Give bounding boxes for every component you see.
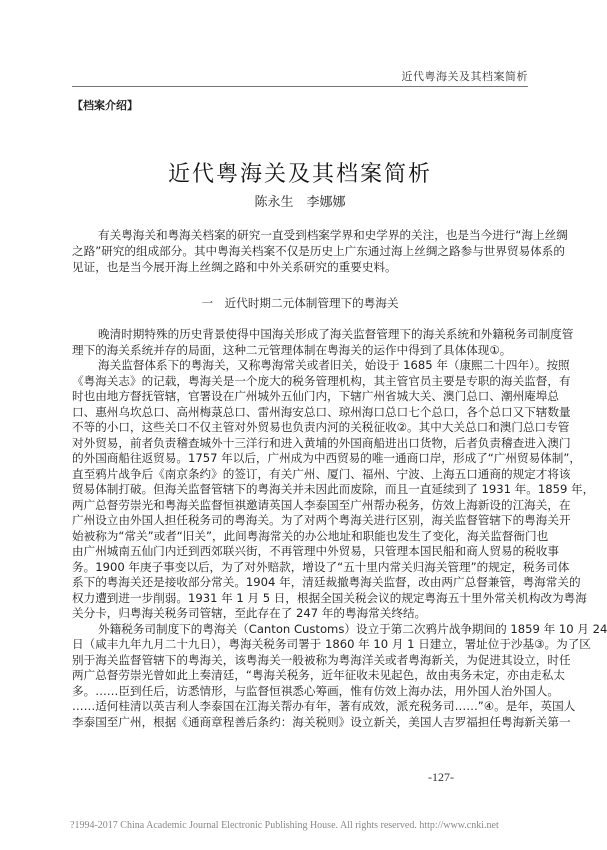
text-line: 日（咸丰九年九月二十九日），粤海关税务司署于 1860 年 10 月 1 日建立，署址位于沙基③。为了区: [72, 637, 591, 651]
text-line: 贸易体制打破。但海关监督管辖下的粤海关并未因此而废除，而且一直延续到了 1931 年。1859 年，: [72, 482, 595, 496]
section-heading: 一 近代时期二元体制管理下的粤海关: [201, 296, 399, 310]
text-line: 的外国商船往返贸易。1757 年以后，广州成为中西贸易的唯一通商口岸，形成了“广州贸易体制”，: [72, 451, 581, 465]
text-line: ……适何桂清以英吉利人李泰国在江海关帮办有年，著有成效，派充税务司……”④。是年，英国人: [72, 699, 576, 713]
body-text: [72, 327, 607, 730]
text-line: 理下的海关系统并存的局面，这种二元管理体制在粤海关的运作中得到了具体体现①。: [72, 342, 512, 357]
text-line: 有关粤海关和粤海关档案的研究一直受到档案学界和史学界的关注，也是当今进行“海上丝绸: [98, 228, 568, 242]
text-line: 对外贸易，前者负责稽查城外十三洋行和进入黄埔的外国商船进出口货物，后者负责稽查进入澳门: [72, 435, 571, 450]
text-line: 多。……臣到任后，访悉情形，与监督恒祺悉心筹画，惟有仿效上海办法，用外国人治外国人。: [72, 683, 559, 698]
abstract-paragraph: [72, 227, 568, 275]
text-line: 口、惠州乌坎总口、高州梅菉总口、雷州海安总口、琼州海口总口七个总口，各个总口又下辖数量: [72, 404, 571, 419]
text-line: 《粤海关志》的记载，粤海关是一个庞大的税务管理机构，其主管官员主要是专职的海关监督，有: [72, 373, 571, 388]
text-line: 外籍税务司制度下的粤海关（Canton Customs）设立于第二次鸦片战争期间的 1859 年 10 月 24: [98, 621, 607, 636]
text-line: 两广总督劳崇光曾如此上奏清廷，“粤海关税务，近年征收未见起色，故由夷务未定，亦由走私太: [72, 668, 565, 682]
text-line: 由广州城南五仙门内迁到西郊联兴街，不再管理中外贸易，只管理本国民船和商人贸易的税收事: [72, 544, 559, 558]
text-line: 时也由地方督抚管辖，官署设在广州城外五仙门内，下辖广州省城大关、澳门总口、潮州庵埠总: [72, 389, 559, 403]
text-line: 晚清时期特殊的历史背景使得中国海关形成了海关监督管理下的海关系统和外籍税务司制度管: [98, 327, 574, 341]
text-line: 海关监督体系下的粤海关，又称粤海常关或者旧关，始设于 1685 年（康熙二十四年）。按照: [98, 358, 570, 372]
text-line: 系下的粤海关还是接收部分常关。1904 年，清廷裁撤粤海关监督，改由两广总督兼管，粤海常关的: [72, 575, 581, 589]
running-head: 近代粤海关及其档案简析: [401, 70, 528, 83]
text-line: 广州设立由外国人担任税务司的粤海关。为了对两个粤海关进行区别，海关监督管辖下的粤海关开: [72, 513, 571, 527]
page-number: -127-: [428, 770, 454, 784]
text-line: 别于海关监督管辖下的粤海关，该粤海关一般被称为粤海洋关或者粤海新关，为促进其设立，时任: [72, 652, 571, 667]
text-line: 始被称为“常关”或者“旧关”，此间粤海常关的办公地址和职能也发生了变化，海关监督衙门也: [72, 528, 549, 543]
text-line: 关分卡，归粤海关税务司管辖，至此存在了 247 年的粤海常关终结。: [72, 606, 427, 620]
text-line: 之路”研究的组成部分。其中粤海关档案不仅是历史上广东通过海上丝绸之路参与世界贸易体系的: [72, 244, 565, 258]
text-line: 李泰国至广州，根据《通商章程善后条约：海关税则》设立新关，美国人吉罗福担任粤海新关第一: [72, 714, 571, 729]
column-label: 【档案介绍】: [72, 99, 138, 112]
text-line: 不等的小口，这些关口不仅主管对外贸易也负责内河的关税征收②。其中大关总口和澳门总口专管: [72, 420, 570, 434]
text-line: 务。1900 年庚子事变以后，为了对外赔款，增设了“五十里内常关归海关管理”的规定，税务司体: [72, 559, 570, 574]
text-line: 直至鸦片战争后《南京条约》的签订，有关广州、厦门、福州、宁波、上海五口通商的规定才将该: [72, 466, 571, 481]
text-line: 权力遭到进一步削弱。1931 年 1 月 5 日，根据全国关税会议的规定粤海五十里外常关机构改为粤海: [72, 590, 587, 605]
article-authors: 陈永生 李娜娜: [254, 195, 346, 210]
text-line: 两广总督劳崇光和粤海关监督恒祺邀请英国人李泰国至广州帮办税务，仿效上海新设的江海关，在: [72, 497, 571, 512]
copyright-footer: ?1994-2017 China Academic Journal Electronic Publishing House. All rights reserved. http://www.cnki.net: [70, 820, 499, 831]
text-line: 见证，也是当今展开海上丝绸之路和中外关系研究的重要史料。: [72, 260, 397, 274]
article-title: 近代粤海关及其档案简析: [167, 162, 432, 187]
header-rule: [72, 86, 528, 87]
